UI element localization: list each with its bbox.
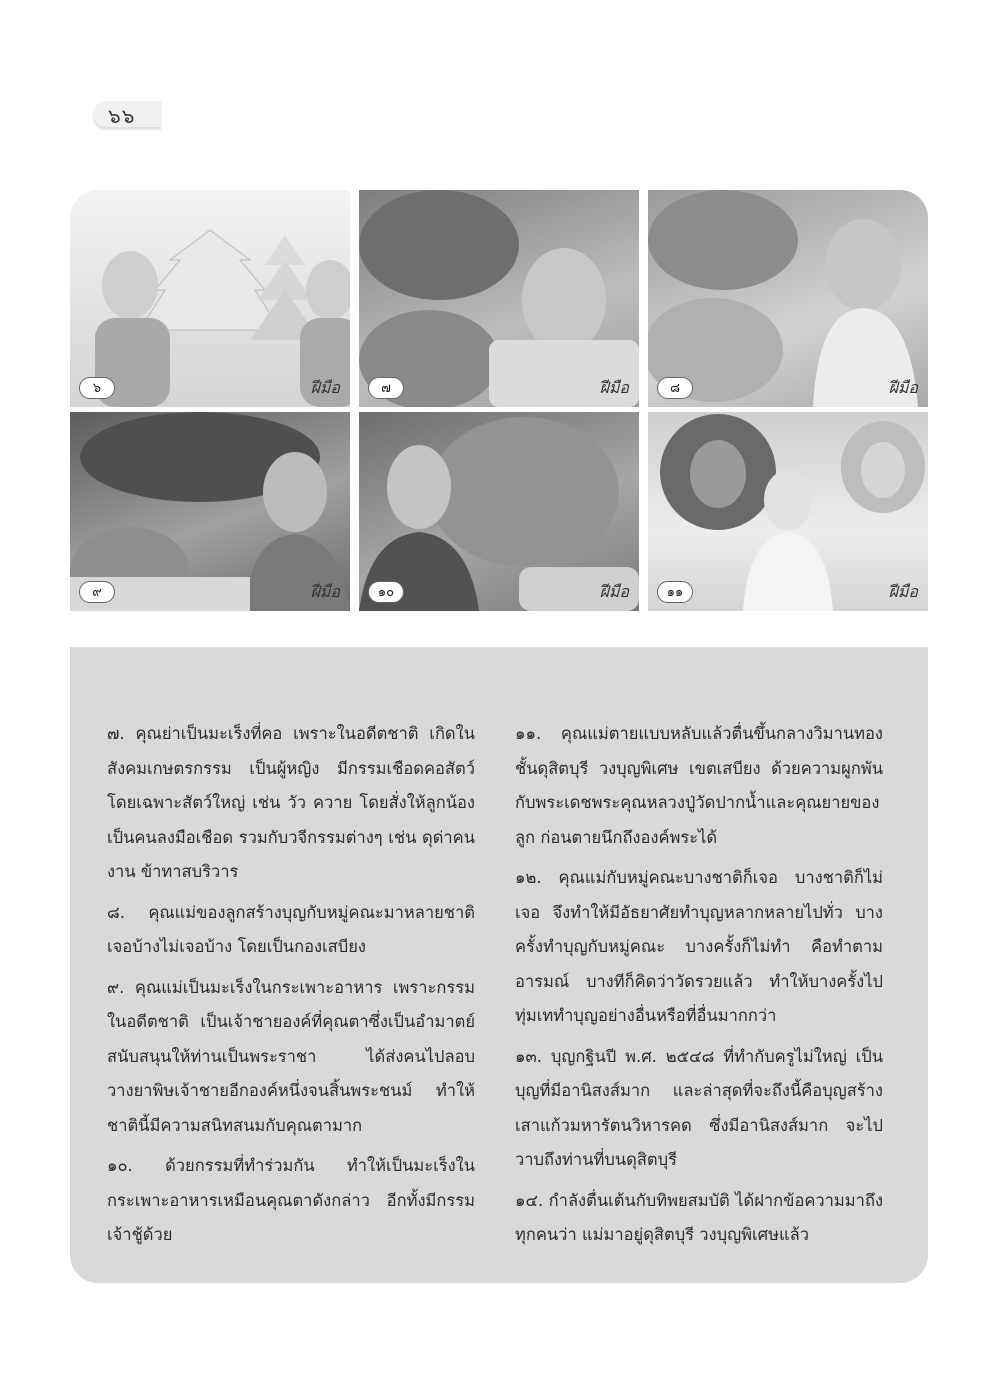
illustration-10-scene bbox=[359, 412, 639, 611]
paragraph-12: ๑๒. คุณแม่กับหมู่คณะบางชาติก็เจอ บางชาติก็ไม่เจอ จึงทำให้มีอัธยาศัยทำบุญหลากหลายไปทั่ว บางครั้งทำบุญกับหมู่คณะ บางครั้งก็ไม่ทำ คือทำตามอารมณ์ บางทีก็คิดว่าวัดรวยแล้ว ทำให้บางครั้งไปทุ่มเททำบุญอย่างอื่นหรือที่อื่นมากกว่า bbox=[515, 868, 883, 1025]
illustration-panel-7 bbox=[359, 190, 639, 407]
artist-signature: ฝีมือ bbox=[599, 378, 629, 397]
content-card bbox=[70, 190, 928, 1283]
text-area bbox=[70, 647, 928, 1283]
panel-label: ๖ bbox=[79, 377, 115, 399]
illustration-panel-10 bbox=[359, 412, 639, 611]
panel-label: ๑๑ bbox=[657, 581, 693, 603]
paragraph-7: ๗. คุณย่าเป็นมะเร็งที่คอ เพราะในอดีตชาติ เกิดในสังคมเกษตรกรรม เป็นผู้หญิง มีกรรมเชือดคอสัตว์โดยเฉพาะสัตว์ใหญ่ เช่น วัว ควาย โดยสั่งให้ลูกน้องเป็นคนลงมือเชือด รวมกับวจีกรรมต่างๆ เช่น ดุด่าคนงาน ข้าทาสบริวาร bbox=[107, 724, 475, 881]
photo-band bbox=[70, 190, 928, 647]
panel-label: ๑๐ bbox=[368, 581, 404, 603]
paragraph-8: ๘. คุณแม่ของลูกสร้างบุญกับหมู่คณะมาหลายชาติ เจอบ้างไม่เจอบ้าง โดยเป็นกองเสบียง bbox=[107, 902, 475, 956]
artist-signature: ฝีมือ bbox=[888, 582, 918, 601]
paragraph-9: ๙. คุณแม่เป็นมะเร็งในกระเพาะอาหาร เพราะกรรมในอดีตชาติ เป็นเจ้าชายองค์ที่คุณตาซึ่งเป็นอำมาตย์สนับสนุนให้ท่านเป็นพระราชา ได้ส่งคนไปลอบวางยาพิษเจ้าชายอีกองค์หนึ่งจนสิ้นพระชนม์ ทำให้ชาตินี้มีความสนิทสนมกับคุณตามาก bbox=[107, 977, 475, 1135]
illustration-panel-8 bbox=[648, 190, 928, 407]
artist-signature: ฝีมือ bbox=[599, 582, 629, 601]
paragraph-14: ๑๔. กำลังตื่นเต้นกับทิพยสมบัติ ได้ฝากข้อความมาถึงทุกคนว่า แม่มาอยู่ดุสิตบุรี วงบุญพิเศษแล้ว bbox=[515, 1190, 883, 1244]
illustration-panel-6 bbox=[70, 190, 350, 407]
panel-label: ๗ bbox=[368, 377, 404, 399]
artist-signature: ฝีมือ bbox=[310, 378, 340, 397]
illustration-9-scene bbox=[70, 412, 350, 611]
panel-label: ๘ bbox=[657, 377, 693, 399]
artist-signature: ฝีมือ bbox=[888, 378, 918, 397]
paragraph-10: ๑๐. ด้วยกรรมที่ทำร่วมกัน ทำให้เป็นมะเร็งในกระเพาะอาหารเหมือนคุณตาดังกล่าว อีกทั้งมีกรรมเจ้าชู้ด้วย bbox=[107, 1156, 475, 1244]
panel-label: ๙ bbox=[79, 581, 115, 603]
illustration-grid bbox=[70, 190, 928, 613]
illustration-panel-11 bbox=[648, 412, 928, 611]
artist-signature: ฝีมือ bbox=[310, 582, 340, 601]
paragraph-11: ๑๑. คุณแม่ตายแบบหลับแล้วตื่นขึ้นกลางวิมานทองชั้นดุสิตบุรี วงบุญพิเศษ เขตเสบียง ด้วยความผูกพันกับพระเดชพระคุณหลวงปู่วัดปากน้ำและคุณยายของลูก ก่อนตายนึกถึงองค์พระได้ bbox=[515, 724, 883, 847]
illustration-6-scene bbox=[70, 190, 350, 407]
illustration-8-scene bbox=[648, 190, 928, 407]
page-number: ๖๖ bbox=[108, 104, 136, 128]
paragraph-13: ๑๓. บุญกฐินปี พ.ศ. ๒๕๔๘ ที่ทำกับครูไม่ใหญ่ เป็นบุญที่มีอานิสงส์มาก และล่าสุดที่จะถึงนี้คือบุญสร้างเสาแก้วมหารัตนวิหารคด ซึ่งมีอานิสงส์มาก จะไปวาบถึงท่านที่บนดุสิตบุรี bbox=[515, 1046, 883, 1169]
illustration-11-scene bbox=[648, 412, 928, 611]
right-column bbox=[515, 717, 883, 1259]
illustration-panel-9 bbox=[70, 412, 350, 611]
illustration-7-scene bbox=[359, 190, 639, 407]
left-column bbox=[107, 717, 475, 1259]
